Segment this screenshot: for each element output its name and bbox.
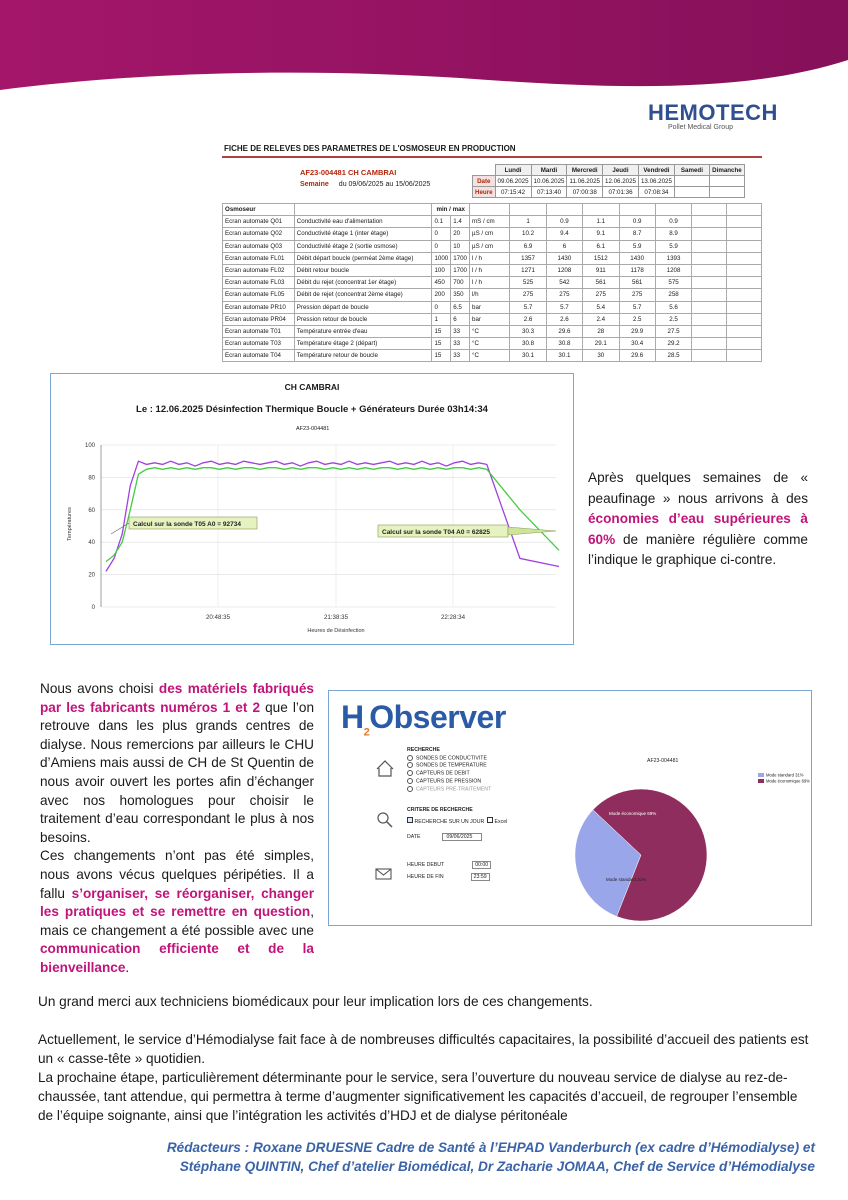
row-unit: bar <box>470 313 510 325</box>
p1-text-b: que l’on retrouve dans les plus grands centres de dialyse. Nous remercions par ailleurs le CHU d’Amiens mais aussi de CH de St Quentin de nous avoir ouvert les portes afin d’échanger avec nos homologues pour choisir le traitement d’eau correspondant le plus à nos besoins. <box>40 699 315 845</box>
row-empty-samedi <box>692 277 727 289</box>
row-unit: µS / cm <box>470 240 510 252</box>
row-value: 2.6 <box>510 313 546 325</box>
row-value: 275 <box>546 289 582 301</box>
row-id: Ecran automate PR04 <box>223 313 295 325</box>
heure-cell <box>709 187 744 198</box>
row-min: 15 <box>432 350 451 362</box>
row-empty-samedi <box>692 264 727 276</box>
row-min: 1 <box>432 313 451 325</box>
row-max: 350 <box>451 289 470 301</box>
row-min: 0 <box>432 301 451 313</box>
row-unit: l / h <box>470 264 510 276</box>
row-max: 10 <box>451 240 470 252</box>
row-value: 2.6 <box>546 313 582 325</box>
days-table <box>472 164 745 198</box>
row-desc: Pression retour de boucle <box>294 313 432 325</box>
row-desc: Pression départ de boucle <box>294 301 432 313</box>
row-value: 258 <box>655 289 691 301</box>
row-empty-samedi <box>692 325 727 337</box>
osmoseur-header: Osmoseur <box>223 204 295 216</box>
row-empty-samedi <box>692 216 727 228</box>
h2observer-screenshot <box>328 690 812 926</box>
row-max: 33 <box>451 325 470 337</box>
row-id: Ecran automate FL02 <box>223 264 295 276</box>
legend-swatch <box>758 773 764 777</box>
row-max: 6.5 <box>451 301 470 313</box>
row-id: Ecran automate Q02 <box>223 228 295 240</box>
row-value: 5.6 <box>655 301 691 313</box>
heure-fin-field[interactable]: 23:59 <box>471 873 490 881</box>
row-value: 1512 <box>583 252 619 264</box>
row-empty-samedi <box>692 350 727 362</box>
row-value: 9.1 <box>583 228 619 240</box>
semaine-title: Semaine <box>300 181 329 188</box>
row-min: 15 <box>432 338 451 350</box>
day-label: Vendredi <box>638 165 674 176</box>
date-cell: 10.06.2025 <box>531 176 567 187</box>
row-min: 100 <box>432 264 451 276</box>
pie-chart-svg <box>549 771 811 921</box>
chart-subtitle: Le : 12.06.2025 Désinfection Thermique Boucle + Générateurs Durée 03h14:34 <box>136 404 488 415</box>
row-value: 2.5 <box>619 313 655 325</box>
equipment-p2 <box>40 847 314 977</box>
row-empty-dimanche <box>727 252 762 264</box>
equipment-paragraph <box>40 680 314 978</box>
x-tick-label: 22:28:34 <box>440 614 466 621</box>
table-row <box>223 240 762 252</box>
row-value: 0.9 <box>619 216 655 228</box>
annotation-t04-text: Calcul sur la sonde T04 A0 = 62825 <box>382 529 490 536</box>
home-icon[interactable] <box>377 761 393 776</box>
row-desc: Conductivité étage 2 (sortie osmose) <box>294 240 432 252</box>
row-value: 1.1 <box>583 216 619 228</box>
date-field[interactable]: 09/06/2025 <box>442 833 482 841</box>
heure-debut-row <box>407 861 507 869</box>
header-empty-cell <box>727 204 762 216</box>
row-value: 6.9 <box>510 240 546 252</box>
row-value: 561 <box>619 277 655 289</box>
row-id: Ecran automate FL05 <box>223 289 295 301</box>
row-value: 2.4 <box>583 313 619 325</box>
day-label: Mardi <box>531 165 567 176</box>
row-value: 275 <box>510 289 546 301</box>
row-value: 1357 <box>510 252 546 264</box>
header-empty-cell <box>510 204 546 216</box>
row-id: Ecran automate T01 <box>223 325 295 337</box>
recherche-title: RECHERCHE <box>407 747 440 753</box>
row-unit: l / h <box>470 277 510 289</box>
row-value: 2.5 <box>655 313 691 325</box>
row-unit: °C <box>470 325 510 337</box>
logo-observer: Observer <box>369 699 506 735</box>
annotation-t04 <box>378 525 556 537</box>
savings-text-b: de manière régulière comme l’indique le graphique ci-contre. <box>588 531 808 567</box>
option-label: CAPTEURS DE PRESSION <box>416 778 482 785</box>
heure-cell: 07:01:36 <box>603 187 639 198</box>
row-value: 1393 <box>655 252 691 264</box>
table-row <box>223 252 762 264</box>
row-value: 30.1 <box>510 350 546 362</box>
row-value: 28.5 <box>655 350 691 362</box>
date-row-label: Date <box>473 176 496 187</box>
recherche-option[interactable] <box>407 762 491 768</box>
header-empty-cell <box>692 204 727 216</box>
heure-cell: 07:08:34 <box>638 187 674 198</box>
osmoseur-table-section <box>222 140 762 366</box>
chart-title: CH CAMBRAI <box>284 382 340 392</box>
row-min: 0.1 <box>432 216 451 228</box>
row-value: 29.6 <box>619 350 655 362</box>
row-desc: Débit départ boucle (perméat 2ème étage) <box>294 252 432 264</box>
search-icon[interactable] <box>378 813 392 827</box>
row-id: Ecran automate Q03 <box>223 240 295 252</box>
row-desc: Conductivité étage 1 (inter étage) <box>294 228 432 240</box>
table-row <box>223 264 762 276</box>
table-row <box>223 216 762 228</box>
row-unit: mS / cm <box>470 216 510 228</box>
row-value: 8.9 <box>655 228 691 240</box>
pie-title: AF23-004481 <box>647 758 679 764</box>
row-desc: Débit retour boucle <box>294 264 432 276</box>
dates-row <box>473 176 745 187</box>
row-value: 29.1 <box>583 338 619 350</box>
heure-fin-label: HEURE DE FIN <box>407 874 444 880</box>
row-value: 1 <box>510 216 546 228</box>
date-cell: 13.06.2025 <box>638 176 674 187</box>
date-cell <box>709 176 744 187</box>
row-unit: l/h <box>470 289 510 301</box>
date-cell: 12.06.2025 <box>603 176 639 187</box>
actuellement-paragraph: Actuellement, le service d’Hémodialyse fait face à de nombreuses difficultés capacitaires, la possibilité d’accueil des patients est un « casse-tête » quotidien. <box>38 1032 809 1066</box>
semaine-value: du 09/06/2025 au 15/06/2025 <box>338 181 431 188</box>
header-empty-cell <box>546 204 582 216</box>
heure-debut-label: HEURE DEBUT <box>407 862 445 868</box>
row-desc: Température entrée d'eau <box>294 325 432 337</box>
row-desc: Débit de rejet (concentrat 2ème étage) <box>294 289 432 301</box>
row-unit: °C <box>470 350 510 362</box>
table-row <box>223 228 762 240</box>
table-row <box>223 277 762 289</box>
excel-label: Excel <box>494 819 508 825</box>
option-radio[interactable] <box>407 770 413 776</box>
row-value: 29.6 <box>546 325 582 337</box>
row-unit: l / h <box>470 252 510 264</box>
row-value: 525 <box>510 277 546 289</box>
desc-header <box>294 204 432 216</box>
heure-cell: 07:00:38 <box>567 187 603 198</box>
y-axis-label: Températures <box>67 507 73 541</box>
row-id: Ecran automate T03 <box>223 338 295 350</box>
heure-row-label: Heure <box>473 187 496 198</box>
line-chart-svg <box>51 374 573 644</box>
logo-subtitle: Pollet Medical Group <box>668 124 733 131</box>
heures-row <box>473 187 745 198</box>
row-desc: Conductivité eau d'alimentation <box>294 216 432 228</box>
series-line-1 <box>106 461 559 571</box>
option-radio[interactable] <box>407 762 413 768</box>
row-empty-dimanche <box>727 264 762 276</box>
row-desc: Température retour de boucle <box>294 350 432 362</box>
criteres-panel <box>407 807 507 881</box>
row-value: 561 <box>583 277 619 289</box>
day-label: Samedi <box>674 165 709 176</box>
row-empty-samedi <box>692 252 727 264</box>
row-value: 5.7 <box>546 301 582 313</box>
p2-text-c: . <box>125 959 130 975</box>
annotation-t05 <box>111 517 257 534</box>
date-label: DATE <box>407 834 421 840</box>
row-value: 29.2 <box>655 338 691 350</box>
hemotech-logo <box>648 100 778 142</box>
y-tick-label: 100 <box>84 443 95 449</box>
row-value: 275 <box>583 289 619 301</box>
row-unit: bar <box>470 301 510 313</box>
logo-2: 2 <box>363 726 370 739</box>
days-corner <box>473 165 496 176</box>
row-empty-dimanche <box>727 240 762 252</box>
row-value: 8.7 <box>619 228 655 240</box>
option-label: CAPTEURS PRE-TRAITEMENT <box>416 786 492 793</box>
row-value: 575 <box>655 277 691 289</box>
option-radio[interactable] <box>407 786 413 792</box>
recherche-options <box>407 755 491 793</box>
semaine-label <box>300 181 430 188</box>
row-min: 200 <box>432 289 451 301</box>
equipment-p1 <box>40 680 314 847</box>
row-empty-dimanche <box>727 325 762 337</box>
row-empty-samedi <box>692 289 727 301</box>
row-value: 1430 <box>546 252 582 264</box>
row-value: 1271 <box>510 264 546 276</box>
day-label: Jeudi <box>603 165 639 176</box>
recherche-option[interactable] <box>407 778 491 784</box>
row-value: 275 <box>619 289 655 301</box>
row-desc: Débit du rejet (concentrat 1er étage) <box>294 277 432 289</box>
logo-name: HEMOTECH <box>648 100 778 125</box>
savings-text-a: Après quelques semaines de « peaufinage » nous arrivons à des <box>588 470 808 506</box>
chart-sublabel: AF23-004481 <box>296 426 330 432</box>
row-value: 5.7 <box>510 301 546 313</box>
table-row <box>223 301 762 313</box>
row-empty-dimanche <box>727 277 762 289</box>
row-max: 700 <box>451 277 470 289</box>
row-max: 1700 <box>451 252 470 264</box>
recherche-option[interactable] <box>407 770 491 776</box>
p2-highlight-2: communication efficiente et de la bienveillance <box>40 941 314 975</box>
mail-icon[interactable] <box>376 869 391 879</box>
row-value: 30.3 <box>510 325 546 337</box>
row-value: 0.9 <box>655 216 691 228</box>
table-header-row <box>223 204 762 216</box>
row-empty-dimanche <box>727 338 762 350</box>
option-label: SONDES DE CONDUCTIVITE <box>416 754 487 761</box>
header-empty-cell <box>470 204 510 216</box>
x-tick-label: 20:48:35 <box>205 614 231 621</box>
row-empty-samedi <box>692 228 727 240</box>
row-max: 1700 <box>451 264 470 276</box>
recherche-jour-checkbox[interactable] <box>407 817 413 823</box>
row-value: 5.9 <box>655 240 691 252</box>
date-cell: 11.06.2025 <box>567 176 603 187</box>
row-id: Ecran automate T04 <box>223 350 295 362</box>
legend-label: Mode économique 69% <box>766 778 810 784</box>
row-value: 1430 <box>619 252 655 264</box>
row-value: 5.9 <box>619 240 655 252</box>
row-value: 30 <box>583 350 619 362</box>
savings-highlight: économies d’eau supérieures à 60% <box>588 511 808 547</box>
row-id: Ecran automate PR10 <box>223 301 295 313</box>
days-header-row <box>473 165 745 176</box>
p1-highlight: des matériels fabriqués par les fabricants numéros 1 et 2 <box>40 681 314 715</box>
annotation-t05-text: Calcul sur la sonde T05 A0 = 92734 <box>133 521 241 528</box>
y-tick-label: 20 <box>88 572 95 579</box>
row-value: 6.1 <box>583 240 619 252</box>
row-empty-dimanche <box>727 350 762 362</box>
day-label: Lundi <box>495 165 531 176</box>
y-tick-label: 0 <box>91 605 95 611</box>
row-value: 30.8 <box>546 338 582 350</box>
recherche-option[interactable] <box>407 755 491 761</box>
legend-label: Mode standard 31% <box>766 772 804 778</box>
row-empty-samedi <box>692 240 727 252</box>
header-empty-cell <box>583 204 619 216</box>
row-id: Ecran automate FL01 <box>223 252 295 264</box>
credits <box>120 1138 815 1176</box>
date-cell <box>674 176 709 187</box>
row-value: 6 <box>546 240 582 252</box>
row-empty-samedi <box>692 301 727 313</box>
series-line-2 <box>106 468 559 562</box>
row-empty-dimanche <box>727 216 762 228</box>
row-unit: °C <box>470 338 510 350</box>
table-title-underline <box>222 156 762 158</box>
date-row <box>407 833 507 841</box>
row-min: 15 <box>432 325 451 337</box>
prochaine-paragraph: La prochaine étape, particulièrement déterminante pour le service, sera l’ouverture du nouveau service de dialyse au rez-de-chaussée, tant attendue, qui permettra à terme d’augmenter significativement les capacités d’accueil, de regrouper l’ensemble de l’équipe soignante, ainsi que l’intégration les activités d’HDJ et de dialyse péritonéale <box>38 1070 798 1123</box>
row-max: 33 <box>451 338 470 350</box>
date-cell: 09.06.2025 <box>495 176 531 187</box>
option-label: CAPTEURS DE DEBIT <box>416 770 470 777</box>
recherche-option[interactable] <box>407 786 491 792</box>
day-label: Mercredi <box>567 165 603 176</box>
row-value: 30.4 <box>619 338 655 350</box>
row-min: 0 <box>432 228 451 240</box>
day-label: Dimanche <box>709 165 744 176</box>
row-min: 450 <box>432 277 451 289</box>
row-id: Ecran automate FL03 <box>223 277 295 289</box>
p2-text-b: , mais ce changement a été possible avec une <box>40 904 314 938</box>
x-tick-label: 21:38:35 <box>323 614 349 621</box>
savings-paragraph <box>588 468 808 571</box>
legend-swatch <box>758 779 764 783</box>
y-tick-label: 80 <box>88 475 95 482</box>
credits-line-2: Stéphane QUINTIN, Chef d’atelier Biomédical, Dr Zacharie JOMAA, Chef de Service d’Hémodialyse <box>179 1159 815 1174</box>
row-value: 10.2 <box>510 228 546 240</box>
logo-h: H <box>341 699 364 735</box>
table-row <box>223 313 762 325</box>
heure-fin-row <box>407 873 507 881</box>
criteres-title: CRITERE DE RECHERCHE <box>407 807 473 813</box>
row-value: 30.8 <box>510 338 546 350</box>
heure-cell <box>674 187 709 198</box>
row-value: 27.5 <box>655 325 691 337</box>
row-value: 911 <box>583 264 619 276</box>
table-row <box>223 350 762 362</box>
pie-label-economique: Mode économique 69% <box>609 811 657 816</box>
site-label: AF23-004481 CH CAMBRAI <box>300 168 397 177</box>
row-empty-dimanche <box>727 313 762 325</box>
row-empty-samedi <box>692 313 727 325</box>
row-empty-dimanche <box>727 301 762 313</box>
p2-highlight-1: s’organiser, se réorganiser, changer les pratiques et se remettre en question <box>40 885 314 920</box>
table-row <box>223 289 762 301</box>
row-max: 33 <box>451 350 470 362</box>
row-value: 28 <box>583 325 619 337</box>
recherche-jour-row <box>407 817 507 825</box>
heure-debut-field[interactable]: 00:00 <box>472 861 491 869</box>
row-max: 6 <box>451 313 470 325</box>
option-radio[interactable] <box>407 778 413 784</box>
credits-line-1: Rédacteurs : Roxane DRUESNE Cadre de Santé à l’EHPAD Vanderburch (ex cadre d’Hémodialyse) et <box>166 1140 815 1155</box>
x-axis-label: Heures de Désinfection <box>307 628 365 634</box>
merci-paragraph: Un grand merci aux techniciens biomédicaux pour leur implication lors de ces changements. <box>38 994 593 1009</box>
row-value: 1208 <box>546 264 582 276</box>
minmax-header: min / max <box>432 204 470 216</box>
row-value: 5.4 <box>583 301 619 313</box>
row-empty-dimanche <box>727 289 762 301</box>
option-label: SONDES DE TEMPERATURE <box>416 762 487 769</box>
row-max: 20 <box>451 228 470 240</box>
option-radio[interactable] <box>407 755 413 761</box>
row-value: 0.9 <box>546 216 582 228</box>
y-tick-label: 60 <box>88 507 95 514</box>
parameters-table <box>222 203 762 362</box>
heure-cell: 07:13:40 <box>531 187 567 198</box>
row-value: 542 <box>546 277 582 289</box>
recherche-jour-label: RECHERCHE SUR UN JOUR <box>414 819 485 825</box>
row-value: 30.1 <box>546 350 582 362</box>
row-value: 29.9 <box>619 325 655 337</box>
table-row <box>223 325 762 337</box>
row-id: Ecran automate Q01 <box>223 216 295 228</box>
row-min: 0 <box>432 240 451 252</box>
p2-text-a: Ces changements n’ont pas été simples, nous avons vécus quelques péripéties. Il a fallu <box>40 848 314 901</box>
disinfection-chart <box>50 373 574 645</box>
excel-checkbox[interactable] <box>487 817 493 823</box>
row-value: 9.4 <box>546 228 582 240</box>
pie-label-standard: Mode standard 31% <box>606 877 647 882</box>
row-value: 1208 <box>655 264 691 276</box>
row-unit: µS / cm <box>470 228 510 240</box>
table-title: FICHE DE RELEVES DES PARAMETRES DE L'OSMOSEUR EN PRODUCTION <box>224 144 516 153</box>
row-value: 1178 <box>619 264 655 276</box>
header-empty-cell <box>655 204 691 216</box>
row-max: 1.4 <box>451 216 470 228</box>
y-tick-label: 40 <box>88 540 95 547</box>
row-desc: Température étage 2 (départ) <box>294 338 432 350</box>
p1-text-a: Nous avons choisi <box>40 681 159 696</box>
row-empty-samedi <box>692 338 727 350</box>
row-empty-dimanche <box>727 228 762 240</box>
row-value: 5.7 <box>619 301 655 313</box>
table-row <box>223 338 762 350</box>
row-min: 1000 <box>432 252 451 264</box>
heure-cell: 07:15:42 <box>495 187 531 198</box>
header-empty-cell <box>619 204 655 216</box>
recherche-panel <box>407 747 491 792</box>
